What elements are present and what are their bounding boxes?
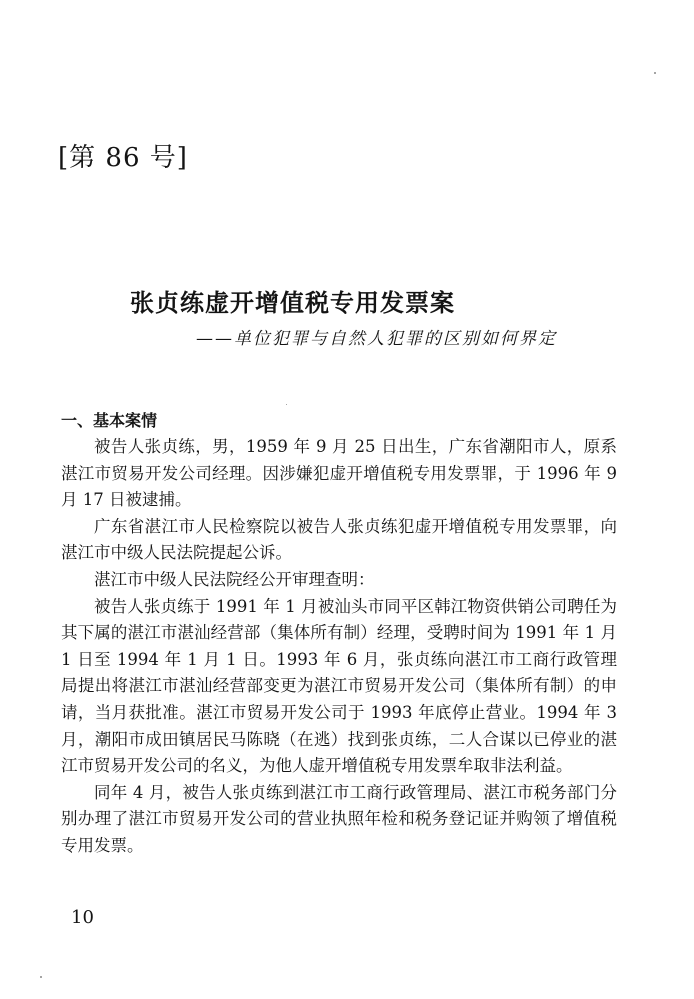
paragraph: 被告人张贞练于 1991 年 1 月被汕头市同平区韩江物资供销公司聘任为其下属的湛江市湛汕经营部（集体所有制）经理，受聘时间为 1991 年 1 月 1 日至 1994 年 1 月 1 日。1993 年 6 月，张贞练向湛江市工商行政管理局提出将湛江市湛汕经营部变更为湛江市贸易开发公司（集体所有制）的申请，当月获批准。湛江市贸易开发公司于 1993 年底停止营业。1994 年 3 月，潮阳市成田镇居民马陈晓（在逃）找到张贞练，二人合谋以已停业的湛江市贸易开发公司的名义，为他人虚开增值税专用发票牟取非法利益。 bbox=[61, 596, 617, 776]
scan-speck bbox=[40, 976, 42, 978]
case-number: [第 86 号] bbox=[58, 143, 188, 173]
scan-speck bbox=[654, 72, 656, 74]
case-title: 张贞练虚开增值税专用发票案 bbox=[130, 289, 455, 317]
section-heading: 一、基本案情 bbox=[61, 411, 158, 430]
case-subtitle: ——单位犯罪与自然人犯罪的区别如何界定 bbox=[196, 329, 557, 349]
paragraph: 湛江市中级人民法院经公开审理查明： bbox=[94, 569, 375, 589]
paragraph: 广东省湛江市人民检察院以被告人张贞练犯虚开增值税专用发票罪，向湛江市中级人民法院提起公诉。 bbox=[61, 516, 617, 563]
paragraph: 同年 4 月，被告人张贞练到湛江市工商行政管理局、湛江市税务部门分别办理了湛江市贸易开发公司的营业执照年检和税务登记证并购领了增值税专用发票。 bbox=[61, 782, 617, 855]
body-text bbox=[61, 434, 617, 860]
page-number: 10 bbox=[71, 907, 94, 928]
scan-speck bbox=[286, 404, 287, 405]
paragraph: 被告人张贞练，男，1959 年 9 月 25 日出生，广东省潮阳市人，原系湛江市贸易开发公司经理。因涉嫌犯虚开增值税专用发票罪，于 1996 年 9 月 17 日被逮捕。 bbox=[61, 437, 617, 510]
